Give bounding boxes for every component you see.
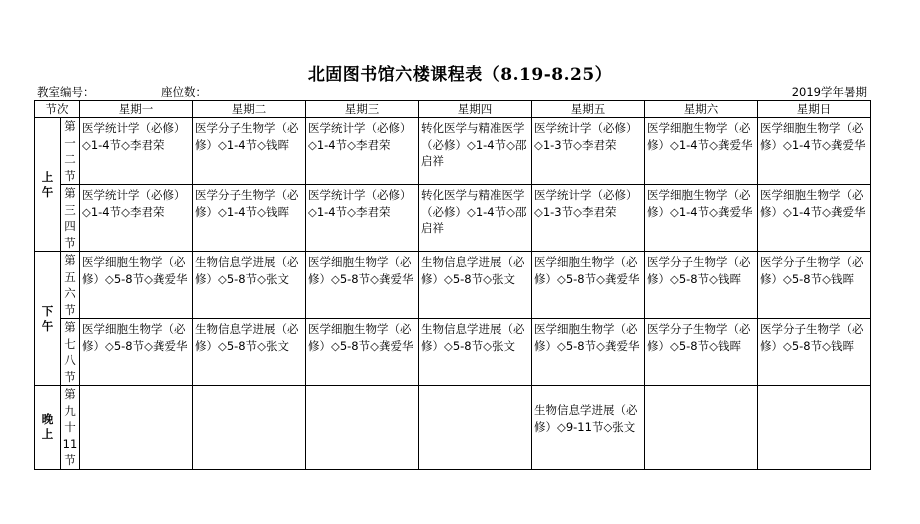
course-cell[interactable] bbox=[758, 386, 871, 470]
course-cell[interactable]: 医学统计学（必修）◇1-4节◇李君荣 bbox=[306, 118, 419, 185]
course-cell[interactable]: 医学统计学（必修）◇1-3节◇李君荣 bbox=[532, 185, 645, 252]
table-row bbox=[35, 185, 871, 252]
course-cell[interactable]: 医学分子生物学（必修）◇5-8节◇钱晖 bbox=[645, 319, 758, 386]
day-header: 星期二 bbox=[193, 101, 306, 118]
slot-label: 第 三 四 节 bbox=[61, 185, 80, 252]
course-cell[interactable]: 生物信息学进展（必修）◇5-8节◇张文 bbox=[193, 252, 306, 319]
course-cell[interactable]: 医学细胞生物学（必修）◇5-8节◇龚爱华 bbox=[306, 252, 419, 319]
day-header: 星期日 bbox=[758, 101, 871, 118]
course-cell[interactable]: 医学细胞生物学（必修）◇5-8节◇龚爱华 bbox=[532, 252, 645, 319]
course-cell[interactable]: 医学分子生物学（必修）◇5-8节◇钱晖 bbox=[758, 319, 871, 386]
course-cell[interactable]: 医学分子生物学（必修）◇5-8节◇钱晖 bbox=[758, 252, 871, 319]
seats-label: 座位数： bbox=[161, 85, 207, 99]
table-row bbox=[35, 386, 871, 470]
course-cell[interactable]: 生物信息学进展（必修）◇5-8节◇张文 bbox=[419, 252, 532, 319]
period-evening: 晚 上 bbox=[35, 386, 61, 470]
day-header: 星期三 bbox=[306, 101, 419, 118]
course-cell[interactable] bbox=[419, 386, 532, 470]
course-cell[interactable]: 生物信息学进展（必修）◇9-11节◇张文 bbox=[532, 386, 645, 470]
day-header: 星期六 bbox=[645, 101, 758, 118]
course-cell[interactable]: 医学细胞生物学（必修）◇5-8节◇龚爱华 bbox=[306, 319, 419, 386]
table-row bbox=[35, 319, 871, 386]
table-row bbox=[35, 118, 871, 185]
slot-label: 第 一 二 节 bbox=[61, 118, 80, 185]
slot-label: 第 九 十 11 节 bbox=[61, 386, 80, 470]
day-header: 星期四 bbox=[419, 101, 532, 118]
course-cell[interactable] bbox=[193, 386, 306, 470]
course-cell[interactable]: 医学细胞生物学（必修）◇5-8节◇龚爱华 bbox=[532, 319, 645, 386]
course-cell[interactable]: 转化医学与精准医学（必修）◇1-4节◇邵启祥 bbox=[419, 185, 532, 252]
course-cell[interactable]: 医学细胞生物学（必修）◇1-4节◇龚爱华 bbox=[645, 185, 758, 252]
course-cell[interactable]: 医学统计学（必修）◇1-4节◇李君荣 bbox=[306, 185, 419, 252]
timetable bbox=[34, 100, 871, 470]
section-header: 节次 bbox=[35, 101, 80, 118]
term-label: 2019学年暑期 bbox=[791, 85, 867, 99]
slot-label: 第 五 六 节 bbox=[61, 252, 80, 319]
course-cell[interactable]: 转化医学与精准医学（必修）◇1-4节◇邵启祥 bbox=[419, 118, 532, 185]
course-cell[interactable] bbox=[645, 386, 758, 470]
course-cell[interactable]: 生物信息学进展（必修）◇5-8节◇张文 bbox=[419, 319, 532, 386]
course-cell[interactable]: 医学统计学（必修）◇1-4节◇李君荣 bbox=[80, 185, 193, 252]
course-cell[interactable]: 医学分子生物学（必修）◇1-4节◇钱晖 bbox=[193, 118, 306, 185]
day-header: 星期一 bbox=[80, 101, 193, 118]
course-cell[interactable]: 生物信息学进展（必修）◇5-8节◇张文 bbox=[193, 319, 306, 386]
course-cell[interactable]: 医学分子生物学（必修）◇1-4节◇钱晖 bbox=[193, 185, 306, 252]
course-cell[interactable]: 医学细胞生物学（必修）◇5-8节◇龚爱华 bbox=[80, 252, 193, 319]
course-cell[interactable]: 医学分子生物学（必修）◇5-8节◇钱晖 bbox=[645, 252, 758, 319]
course-cell[interactable]: 医学细胞生物学（必修）◇1-4节◇龚爱华 bbox=[758, 185, 871, 252]
course-cell[interactable] bbox=[306, 386, 419, 470]
classroom-label: 教室编号： bbox=[37, 85, 95, 99]
header-row bbox=[35, 101, 871, 118]
course-cell[interactable]: 医学细胞生物学（必修）◇1-4节◇龚爱华 bbox=[758, 118, 871, 185]
course-cell[interactable]: 医学统计学（必修）◇1-4节◇李君荣 bbox=[80, 118, 193, 185]
course-cell[interactable]: 医学细胞生物学（必修）◇5-8节◇龚爱华 bbox=[80, 319, 193, 386]
day-header: 星期五 bbox=[532, 101, 645, 118]
period-afternoon: 下 午 bbox=[35, 252, 61, 386]
table-row bbox=[35, 252, 871, 319]
slot-label: 第 七 八 节 bbox=[61, 319, 80, 386]
course-cell[interactable]: 医学统计学（必修）◇1-3节◇李君荣 bbox=[532, 118, 645, 185]
period-morning: 上 午 bbox=[35, 118, 61, 252]
page-title: 北固图书馆六楼课程表（8.19-8.25） bbox=[307, 65, 613, 85]
course-cell[interactable]: 医学细胞生物学（必修）◇1-4节◇龚爱华 bbox=[645, 118, 758, 185]
course-cell[interactable] bbox=[80, 386, 193, 470]
